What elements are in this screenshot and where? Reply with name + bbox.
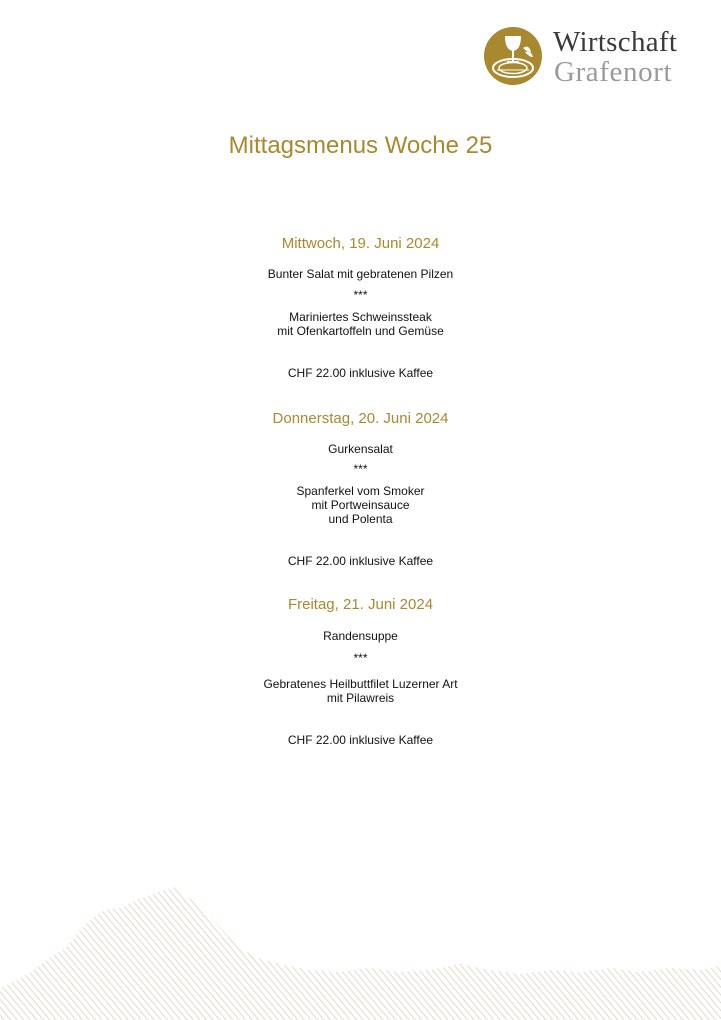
menu-separator: *** bbox=[353, 288, 368, 302]
wine-glass-emblem-icon bbox=[483, 26, 543, 86]
menu-price: CHF 22.00 inklusive Kaffee bbox=[287, 733, 434, 747]
menu-starter: Randensuppe bbox=[323, 629, 398, 643]
day-heading-mittwoch: Mittwoch, 19. Juni 2024 bbox=[281, 235, 440, 252]
menu-price: CHF 22.00 inklusive Kaffee bbox=[287, 366, 434, 380]
menu-main-line: und Polenta bbox=[328, 512, 393, 526]
day-heading-freitag: Freitag, 21. Juni 2024 bbox=[287, 596, 434, 613]
menu-main-line: mit Ofenkartoffeln und Gemüse bbox=[277, 324, 444, 338]
mountain-silhouette-decoration bbox=[0, 860, 721, 1020]
menu-starter: Bunter Salat mit gebratenen Pilzen bbox=[267, 267, 454, 281]
page-title: Mittagsmenus Woche 25 bbox=[228, 132, 493, 159]
menu-main-line: Gebratenes Heilbuttfilet Luzerner Art bbox=[263, 677, 458, 691]
brand-name-line1: Wirtschaft bbox=[553, 26, 678, 58]
menu-main-line: mit Pilawreis bbox=[326, 691, 395, 705]
menu-separator: *** bbox=[353, 651, 368, 665]
menu-main-line: Mariniertes Schweinssteak bbox=[289, 310, 432, 324]
menu-price: CHF 22.00 inklusive Kaffee bbox=[287, 554, 434, 568]
menu-starter: Gurkensalat bbox=[328, 442, 393, 456]
day-heading-donnerstag: Donnerstag, 20. Juni 2024 bbox=[272, 410, 449, 427]
brand-logo bbox=[483, 26, 698, 88]
brand-name-line2: Grafenort bbox=[554, 56, 673, 88]
menu-main-line: Spanferkel vom Smoker bbox=[296, 484, 425, 498]
menu-main-line: mit Portweinsauce bbox=[311, 498, 410, 512]
menu-separator: *** bbox=[353, 462, 368, 476]
